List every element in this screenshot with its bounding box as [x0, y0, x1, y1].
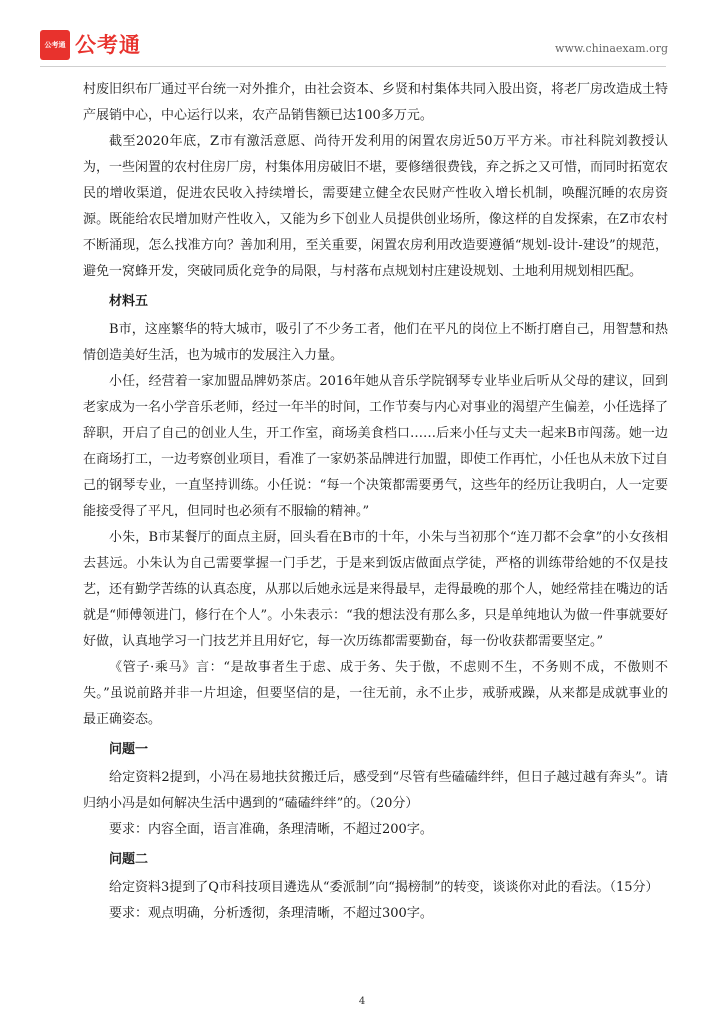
- question-2-requirement: 要求：观点明确，分析透彻，条理清晰，不超过300字。: [109, 906, 433, 921]
- page-header: [40, 30, 668, 64]
- section-heading-material-5: 材料五: [109, 294, 149, 309]
- paragraph: 《管子·乘马》言：“是故事者生于虑、成于务、失于傲，不虑则不生，不务则不成，不傲则不失。”虽说前路并非一片坦途，但要坚信的是，一往无前，永不止步，戒骄戒躁，从来都是成就事业的最正确姿态。: [83, 660, 668, 727]
- brand-name: 公考通: [75, 33, 141, 57]
- paragraph: 小朱，B市某餐厅的面点主厨，回头看在B市的十年，小朱与当初那个“连刀都不会拿”的小女孩相去甚远。小朱认为自己需要掌握一门手艺，于是来到饭店做面点学徒，严格的训练带给她的不仅是技艺，还有勤学苦练的认真态度，从那以后她永远是来得最早，走得最晚的那个人，她经常挂在嘴边的话就是“师傅领进门，修行在个人”。小朱表示：“我的想法没有那么多，只是单纯地认为做一件事就要好好做，认真地学习一门技艺并且用好它，每一次历练都需要勤奋，每一份收获都需要坚定。”: [83, 530, 669, 649]
- paragraph: 截至2020年底，Z市有激活意愿、尚待开发利用的闲置农房近50万平方米。市社科院刘教授认为，一些闲置的农村住房厂房，村集体用房破旧不堪，要修缮很费钱，弃之拆之又可惜，而同时拓宽农民的增收渠道，促进农民收入持续增长，需要建立健全农民财产性收入增长机制，唤醒沉睡的农房资源。既能给农民增加财产性收入，又能为乡下创业人员提供创业场所，像这样的自发探索，在Z市农村不断涌现，怎么找准方向？善加利用，至关重要，闲置农房利用改造要遵循“规划-设计-建设”的规范，避免一窝蜂开发，突破同质化竞争的局限，与村落布点规划村庄建设规划、土地利用规划相匹配。: [83, 134, 669, 279]
- paragraph: 村废旧织布厂通过平台统一对外推介，由社会资本、乡贤和村集体共同入股出资，将老厂房改造成土特产展销中心，中心运行以来，农产品销售额已达100多万元。: [83, 82, 669, 123]
- paragraph: B市，这座繁华的特大城市，吸引了不少务工者，他们在平凡的岗位上不断打磨自己，用智慧和热情创造美好生活，也为城市的发展注入力量。: [83, 322, 668, 363]
- header-divider: [40, 66, 666, 67]
- page-number: 4: [358, 996, 366, 1007]
- question-2-body: 给定资料3提到了Q市科技项目遴选从“委派制”向“揭榜制”的转变，谈谈你对此的看法。（15分）: [109, 880, 659, 895]
- brand-logo-icon: 公考通: [40, 30, 70, 60]
- site-url[interactable]: www.chinaexam.org: [555, 42, 668, 55]
- document-body: [83, 77, 668, 927]
- question-1-requirement: 要求：内容全面，语言准确，条理清晰，不超过200字。: [109, 822, 433, 837]
- question-2-heading: 问题二: [109, 852, 149, 867]
- paragraph: 小任，经营着一家加盟品牌奶茶店。2016年她从音乐学院钢琴专业毕业后听从父母的建议，回到老家成为一名小学音乐老师，经过一年半的时间，工作节奏与内心对事业的渴望产生偏差，小任选择了辞职，开启了自己的创业人生，开工作室，商场美食档口……后来小任与丈夫一起来B市闯荡。她一边在商场打工，一边考察创业项目，看准了一家奶茶品牌进行加盟，即使工作再忙，小任也从未放下过自己的钢琴专业，一直坚持训练。小任说：“每一个决策都需要勇气，这些年的经历让我明白，人一定要能接受得了平凡，但同时也必须有不服输的精神。”: [83, 374, 669, 519]
- question-1-heading: 问题一: [109, 742, 149, 757]
- question-1-body: 给定资料2提到，小冯在易地扶贫搬迁后，感受到“尽管有些磕磕绊绊，但日子越过越有奔头”。请归纳小冯是如何解决生活中遇到的“磕磕绊绊”的。（20分）: [83, 770, 668, 811]
